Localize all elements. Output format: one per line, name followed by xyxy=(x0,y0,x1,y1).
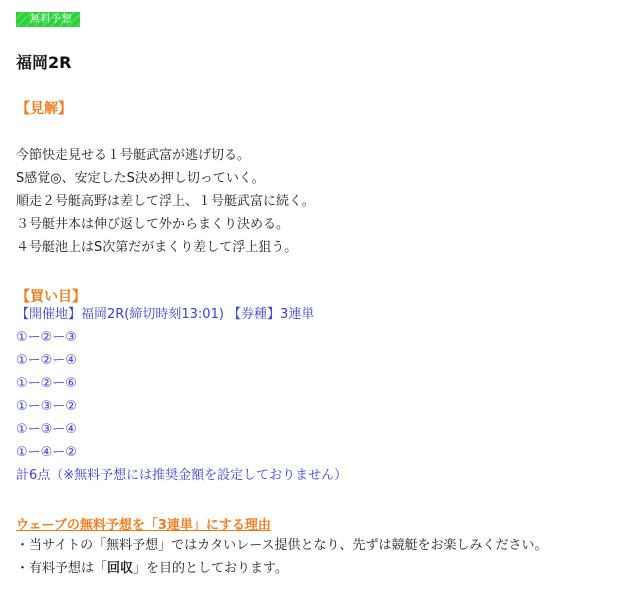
analysis-line: ３号艇井本は伸び返して外からまくり決める。 xyxy=(16,217,290,232)
combo-item: ①ー③ー② xyxy=(16,399,77,414)
reason-link[interactable]: ウェーブの無料予想を「3連単」にする理由 xyxy=(16,518,271,533)
reason-line-free: ・当サイトの「無料予想」ではカタいレース提供となり、先ずは競艇をお楽しみください。 xyxy=(16,538,548,553)
analysis-line: S感覚◎、安定したS決め押し切っていく。 xyxy=(16,171,265,186)
buy-heading: 【買い目】 xyxy=(16,289,86,305)
combo-item: ①ー④ー② xyxy=(16,445,77,460)
analysis-heading: 【見解】 xyxy=(16,101,72,117)
page-title: 福岡2R xyxy=(16,53,72,72)
analysis-line: 今節快走見せる１号艇武富が逃げ切る。 xyxy=(16,148,251,163)
analysis-line: 順走２号艇高野は差して浮上、１号艇武富に続く。 xyxy=(16,194,315,209)
combo-item: ①ー②ー④ xyxy=(16,353,77,368)
reason-line-paid-emphasis: 回収 xyxy=(107,561,134,576)
venue-ticket-info: 【開催地】福岡2R(締切時刻13:01) 【券種】3連単 xyxy=(16,307,315,322)
free-prediction-badge: 無料予想 xyxy=(16,12,80,27)
combo-item: ①ー②ー③ xyxy=(16,330,77,345)
combo-item: ①ー②ー⑥ xyxy=(16,376,77,391)
reason-line-paid-suffix: 」を目的としております。 xyxy=(133,561,288,576)
analysis-line: ４号艇池上はS次第だがまくり差して浮上狙う。 xyxy=(16,240,298,255)
reason-line-paid-prefix: ・有料予想は「 xyxy=(16,561,108,576)
combo-item: ①ー③ー④ xyxy=(16,422,77,437)
total-note: 計6点（※無料予想には推奨金額を設定しておりません） xyxy=(16,468,348,483)
reason-line-paid xyxy=(16,560,288,578)
